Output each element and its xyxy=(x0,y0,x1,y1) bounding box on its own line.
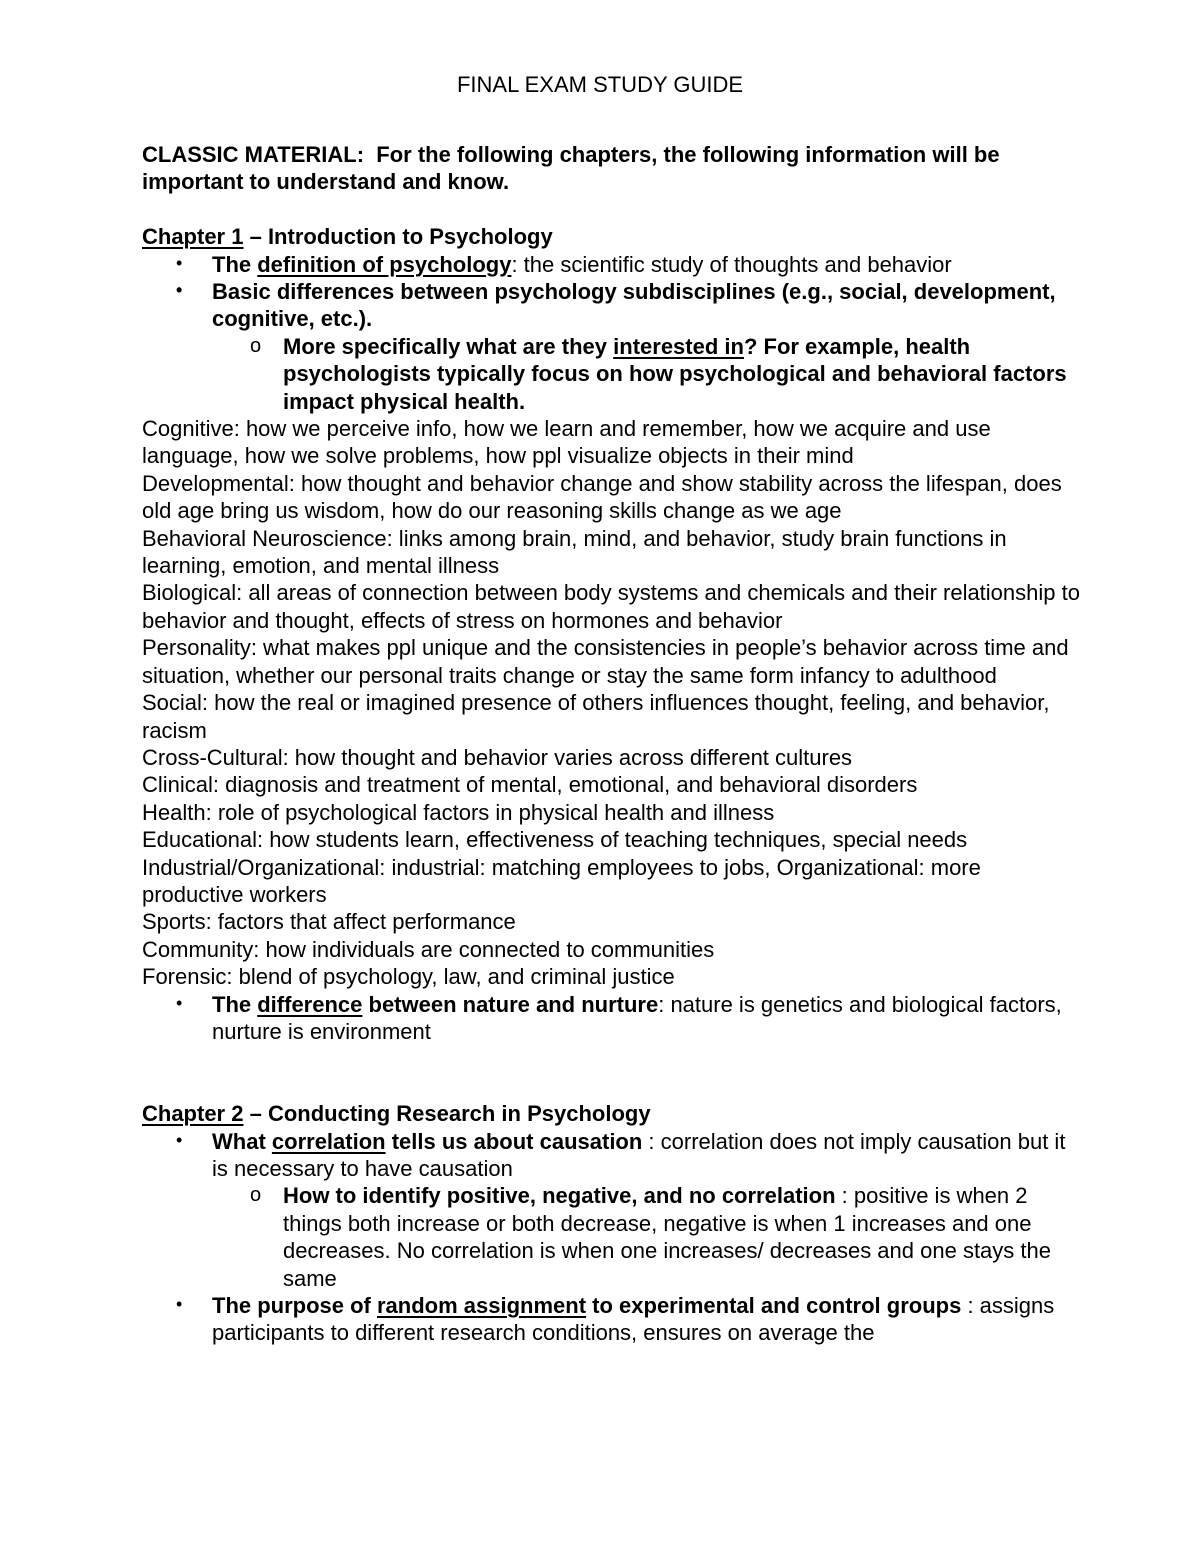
document-body xyxy=(142,141,1082,1347)
ch1-b1-pre: The xyxy=(212,251,258,277)
ch2-sub1-bold: How to identify positive, negative, and no correlation xyxy=(283,1183,836,1209)
ch1-b3-pre: The xyxy=(212,991,258,1017)
ch1-bullet-subdisciplines: • Basic differences between psychology subdisciplines (e.g., social, development, cognitive, etc.). xyxy=(142,278,1082,333)
ch2-b1-pre: What xyxy=(212,1128,272,1154)
area-biological: Biological: all areas of connection between body systems and chemicals and their relationship to behavior and thought, effects of stress on hormones and behavior xyxy=(142,580,1080,633)
chapter-2-heading xyxy=(142,1100,1082,1127)
intro-paragraph xyxy=(142,141,1082,196)
subdiscipline-list xyxy=(142,415,1082,991)
ch2-b1-underlined: correlation xyxy=(271,1128,386,1154)
ch2-b2-bold: to experimental and control groups xyxy=(586,1293,962,1319)
area-health: Health: role of psychological factors in physical health and illness xyxy=(142,799,775,825)
area-behavioral-neuroscience: Behavioral Neuroscience: links among brain, mind, and behavior, study brain functions in learning, emotion, and mental illness xyxy=(142,525,1007,579)
chapter-1-title: – Introduction to Psychology xyxy=(243,224,553,250)
chapter-1-label: Chapter 1 xyxy=(142,224,244,250)
intro-text: For the following chapters, the following information will be important to understand and know. xyxy=(142,142,1000,195)
ch1-bullet-definition xyxy=(142,251,1082,278)
area-sports: Sports: factors that affect performance xyxy=(142,909,516,935)
chapter-2-label: Chapter 2 xyxy=(142,1101,244,1127)
ch1-b3-underlined: difference xyxy=(257,991,363,1017)
ch2-b1-answer: : correlation does not imply causation but it is necessary to have causation xyxy=(212,1128,1066,1181)
ch2-b2-pre: The purpose of xyxy=(212,1293,377,1319)
area-industrial-organizational: Industrial/Organizational: industrial: matching employees to jobs, Organizational: more productive workers xyxy=(142,854,981,907)
intro-gap xyxy=(364,142,376,167)
ch2-subbullet-correlation-types xyxy=(142,1182,1082,1292)
chapter-1-heading xyxy=(142,223,1082,250)
area-developmental: Developmental: how thought and behavior change and show stability across the lifespan, does old age bring us wisdom, how do our reasoning skills change as we age xyxy=(142,470,1062,524)
ch2-bullet-random-assignment xyxy=(142,1292,1082,1347)
ch2-b1-bold: tells us about causation xyxy=(385,1128,643,1154)
ch2-sub1-answer: : positive is when 2 things both increase or both decrease, negative is when 1 increases and one decreases. No correlation is when one increases/ decreases and one stays the same xyxy=(283,1183,1051,1291)
area-personality: Personality: what makes ppl unique and the consistencies in people’s behavior across time and situation, whether our personal traits change or stay the same form infancy to adulthood xyxy=(142,635,1069,688)
area-clinical: Clinical: diagnosis and treatment of mental, emotional, and behavioral disorders xyxy=(142,772,918,798)
chapter-2-title: – Conducting Research in Psychology xyxy=(243,1101,651,1127)
ch1-bullet-nature-nurture xyxy=(142,991,1082,1046)
ch1-sub1-underlined: interested in xyxy=(613,333,744,359)
ch1-subbullet-interests xyxy=(142,333,1082,415)
ch2-b2-answer: : assigns participants to different research conditions, ensures on average the xyxy=(212,1293,1055,1346)
area-cognitive: Cognitive: how we perceive info, how we learn and remember, how we acquire and use language, how we solve problems, how ppl visualize objects in their mind xyxy=(142,416,991,469)
ch1-sub1-pre: More specifically what are they xyxy=(283,333,614,359)
ch1-b1-underlined: definition of psychology xyxy=(257,251,512,277)
ch1-b3-answer: : nature is genetics and biological factors, nurture is environment xyxy=(212,991,1062,1044)
ch2-b2-underlined: random assignment xyxy=(377,1293,587,1319)
area-educational: Educational: how students learn, effectiveness of teaching techniques, special needs xyxy=(142,827,968,853)
area-social: Social: how the real or imagined presence of others influences thought, feeling, and behavior, racism xyxy=(142,690,1050,743)
ch1-b3-bold: between nature and nurture xyxy=(362,991,659,1017)
ch1-sub1-post: ? For example, health psychologists typically focus on how psychological and behavioral factors impact physical health. xyxy=(283,333,1067,414)
intro-label: CLASSIC MATERIAL: xyxy=(142,142,365,167)
area-forensic: Forensic: blend of psychology, law, and criminal justice xyxy=(142,964,675,990)
ch2-bullet-correlation xyxy=(142,1128,1082,1183)
area-cross-cultural: Cross-Cultural: how thought and behavior varies across different cultures xyxy=(142,744,853,770)
area-community: Community: how individuals are connected to communities xyxy=(142,936,715,962)
ch1-b1-answer: : the scientific study of thoughts and behavior xyxy=(511,251,952,277)
page-title: FINAL EXAM STUDY GUIDE xyxy=(456,72,744,97)
